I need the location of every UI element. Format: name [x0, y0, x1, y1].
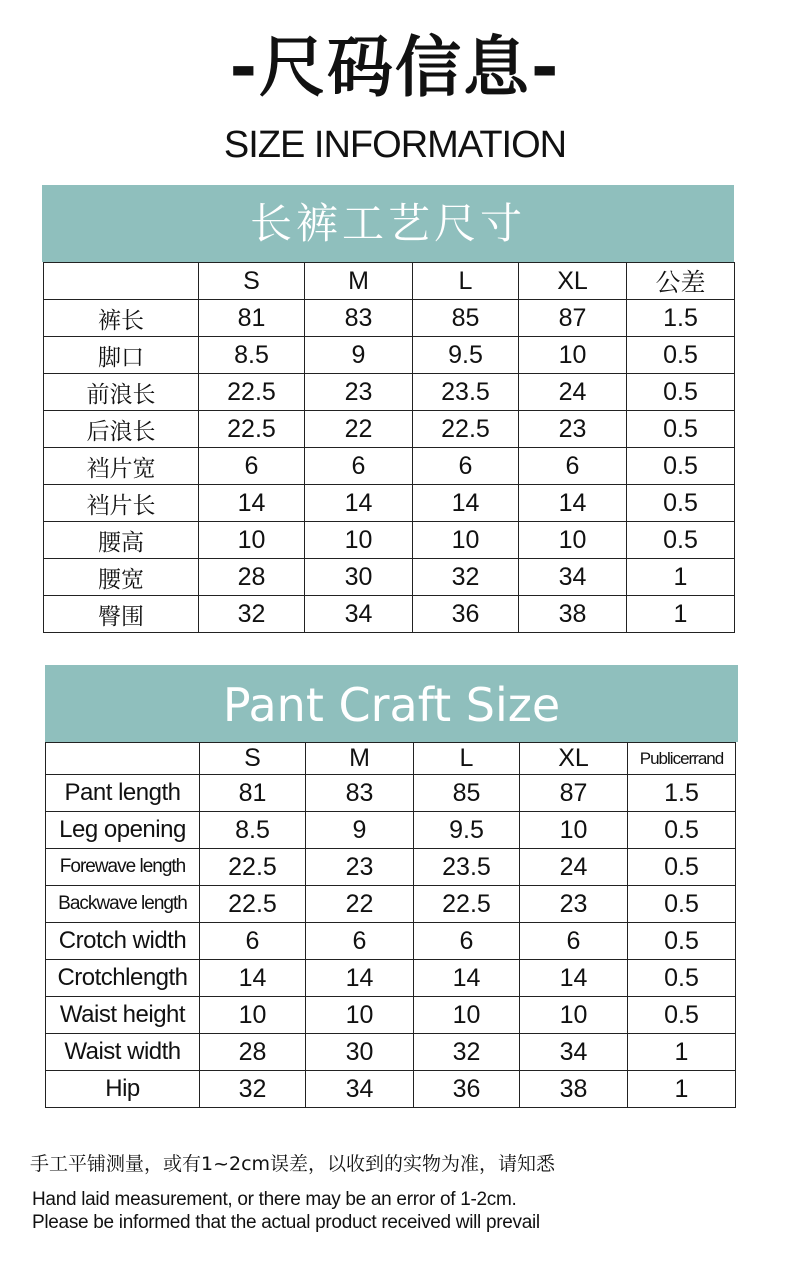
table-cell: 14	[306, 960, 414, 997]
table-row	[46, 1034, 736, 1071]
table-cell: 10	[306, 997, 414, 1034]
table-row	[44, 485, 735, 522]
row-label: 裆片长	[44, 485, 199, 522]
row-label: 腰宽	[44, 559, 199, 596]
table-cell: 14	[200, 960, 306, 997]
header-cell: Publicerrand	[628, 743, 736, 775]
table-cell: 0.5	[628, 812, 736, 849]
row-label: Leg opening	[46, 812, 200, 849]
row-label: 裆片宽	[44, 448, 199, 485]
table-cell: 36	[414, 1071, 520, 1108]
table-cell: 9	[305, 337, 413, 374]
table-cell: 6	[520, 923, 628, 960]
table-cell: 23	[306, 849, 414, 886]
table-cell: 85	[413, 300, 519, 337]
row-label: 后浪长	[44, 411, 199, 448]
table-cell: 23.5	[414, 849, 520, 886]
header-cell: M	[306, 743, 414, 775]
table-row	[44, 522, 735, 559]
header-cell: M	[305, 263, 413, 300]
table-cell: 36	[413, 596, 519, 633]
table-row	[46, 886, 736, 923]
table-cell: 34	[520, 1034, 628, 1071]
header-cell: L	[414, 743, 520, 775]
table-cell: 38	[519, 596, 627, 633]
table-cell: 0.5	[628, 886, 736, 923]
table-cell: 34	[305, 596, 413, 633]
table-cell: 6	[199, 448, 305, 485]
table-row	[44, 596, 735, 633]
table-cell: 32	[199, 596, 305, 633]
table-header-row	[44, 263, 735, 300]
header-cell	[44, 263, 199, 300]
table-cell: 38	[520, 1071, 628, 1108]
table-cell: 23	[305, 374, 413, 411]
table-row	[44, 448, 735, 485]
table-row	[46, 997, 736, 1034]
table-cell: 34	[519, 559, 627, 596]
row-label: Forewave length	[46, 849, 200, 886]
table-cell: 32	[413, 559, 519, 596]
header-cell: S	[199, 263, 305, 300]
table-cell: 23	[519, 411, 627, 448]
table-cell: 22.5	[200, 886, 306, 923]
table-cell: 0.5	[627, 337, 735, 374]
table-cell: 32	[414, 1034, 520, 1071]
table-row	[46, 812, 736, 849]
table-cell: 24	[519, 374, 627, 411]
table-row	[46, 923, 736, 960]
table-row	[46, 1071, 736, 1108]
table-row	[44, 411, 735, 448]
table-row	[44, 300, 735, 337]
table-cell: 10	[520, 997, 628, 1034]
table-cell: 6	[519, 448, 627, 485]
row-label: 前浪长	[44, 374, 199, 411]
table-cell: 10	[520, 812, 628, 849]
table-cell: 14	[520, 960, 628, 997]
page-title-cn: -尺码信息-	[229, 29, 561, 106]
table-cell: 22.5	[200, 849, 306, 886]
table-cell: 10	[414, 997, 520, 1034]
table-cell: 23	[520, 886, 628, 923]
table-row	[46, 960, 736, 997]
table-cell: 1	[627, 596, 735, 633]
table-cell: 22	[305, 411, 413, 448]
size-table-en	[45, 742, 736, 1108]
table-cell: 28	[199, 559, 305, 596]
row-label: Hip	[46, 1071, 200, 1108]
table-cell: 0.5	[627, 411, 735, 448]
header-cell: S	[200, 743, 306, 775]
table-cell: 10	[519, 337, 627, 374]
table-cell: 22.5	[199, 374, 305, 411]
table-cell: 34	[306, 1071, 414, 1108]
row-label: 腰高	[44, 522, 199, 559]
table-cell: 0.5	[627, 485, 735, 522]
table-cell: 0.5	[628, 849, 736, 886]
table-cell: 81	[199, 300, 305, 337]
table-cell: 1	[628, 1071, 736, 1108]
row-label: 臀围	[44, 596, 199, 633]
table-cell: 87	[519, 300, 627, 337]
table-cell: 83	[305, 300, 413, 337]
table-cell: 0.5	[627, 374, 735, 411]
table-cell: 22.5	[199, 411, 305, 448]
table-cell: 6	[305, 448, 413, 485]
row-label: Crotch width	[46, 923, 200, 960]
table-row	[44, 374, 735, 411]
table-en-banner: Pant Craft Size	[45, 665, 738, 742]
table-cell: 6	[414, 923, 520, 960]
table-cell: 6	[306, 923, 414, 960]
table-cell: 0.5	[628, 997, 736, 1034]
table-cell: 8.5	[200, 812, 306, 849]
table-cell: 83	[306, 775, 414, 812]
table-cell: 22.5	[413, 411, 519, 448]
table-cell: 0.5	[627, 522, 735, 559]
table-cell: 0.5	[627, 448, 735, 485]
table-cell: 1.5	[627, 300, 735, 337]
row-label: Crotchlength	[46, 960, 200, 997]
row-label: Waist width	[46, 1034, 200, 1071]
table-cell: 23.5	[413, 374, 519, 411]
table-cell: 30	[305, 559, 413, 596]
page-title-en: SIZE INFORMATION	[223, 124, 567, 166]
table-cell: 22	[306, 886, 414, 923]
header-cell	[46, 743, 200, 775]
table-cell: 14	[413, 485, 519, 522]
table-cell: 9.5	[413, 337, 519, 374]
table-cell: 14	[414, 960, 520, 997]
table-cn-banner: 长裤工艺尺寸	[42, 185, 734, 262]
table-cell: 14	[199, 485, 305, 522]
table-cell: 9.5	[414, 812, 520, 849]
table-cell: 10	[519, 522, 627, 559]
table-cell: 10	[200, 997, 306, 1034]
table-cell: 0.5	[628, 923, 736, 960]
measurement-note-en-line1: Hand laid measurement, or there may be an error of 1-2cm.	[32, 1189, 517, 1210]
header-cell: XL	[519, 263, 627, 300]
table-cell: 10	[199, 522, 305, 559]
table-cell: 6	[200, 923, 306, 960]
table-cell: 24	[520, 849, 628, 886]
table-header-row	[46, 743, 736, 775]
table-cell: 28	[200, 1034, 306, 1071]
row-label: Pant length	[46, 775, 200, 812]
table-cell: 22.5	[414, 886, 520, 923]
table-cell: 81	[200, 775, 306, 812]
measurement-note-en-line2: Please be informed that the actual product received will prevail	[32, 1212, 540, 1233]
table-cell: 0.5	[628, 960, 736, 997]
header-cell: L	[413, 263, 519, 300]
size-table-cn	[43, 262, 735, 633]
table-cell: 1.5	[628, 775, 736, 812]
table-cell: 10	[305, 522, 413, 559]
table-row	[44, 559, 735, 596]
row-label: 脚口	[44, 337, 199, 374]
table-cell: 14	[305, 485, 413, 522]
row-label: Waist height	[46, 997, 200, 1034]
table-cell: 32	[200, 1071, 306, 1108]
table-cell: 8.5	[199, 337, 305, 374]
header-cell: 公差	[627, 263, 735, 300]
table-cell: 10	[413, 522, 519, 559]
table-cell: 6	[413, 448, 519, 485]
table-cell: 30	[306, 1034, 414, 1071]
table-cell: 14	[519, 485, 627, 522]
measurement-note-cn: 手工平铺测量，或有1~2cm误差，以收到的实物为准，请知悉	[30, 1153, 556, 1175]
table-cell: 1	[628, 1034, 736, 1071]
table-cell: 85	[414, 775, 520, 812]
table-cell: 1	[627, 559, 735, 596]
header-cell: XL	[520, 743, 628, 775]
table-cell: 9	[306, 812, 414, 849]
row-label: 裤长	[44, 300, 199, 337]
table-cell: 87	[520, 775, 628, 812]
table-row	[44, 337, 735, 374]
table-row	[46, 849, 736, 886]
table-row	[46, 775, 736, 812]
row-label: Backwave length	[46, 886, 200, 923]
